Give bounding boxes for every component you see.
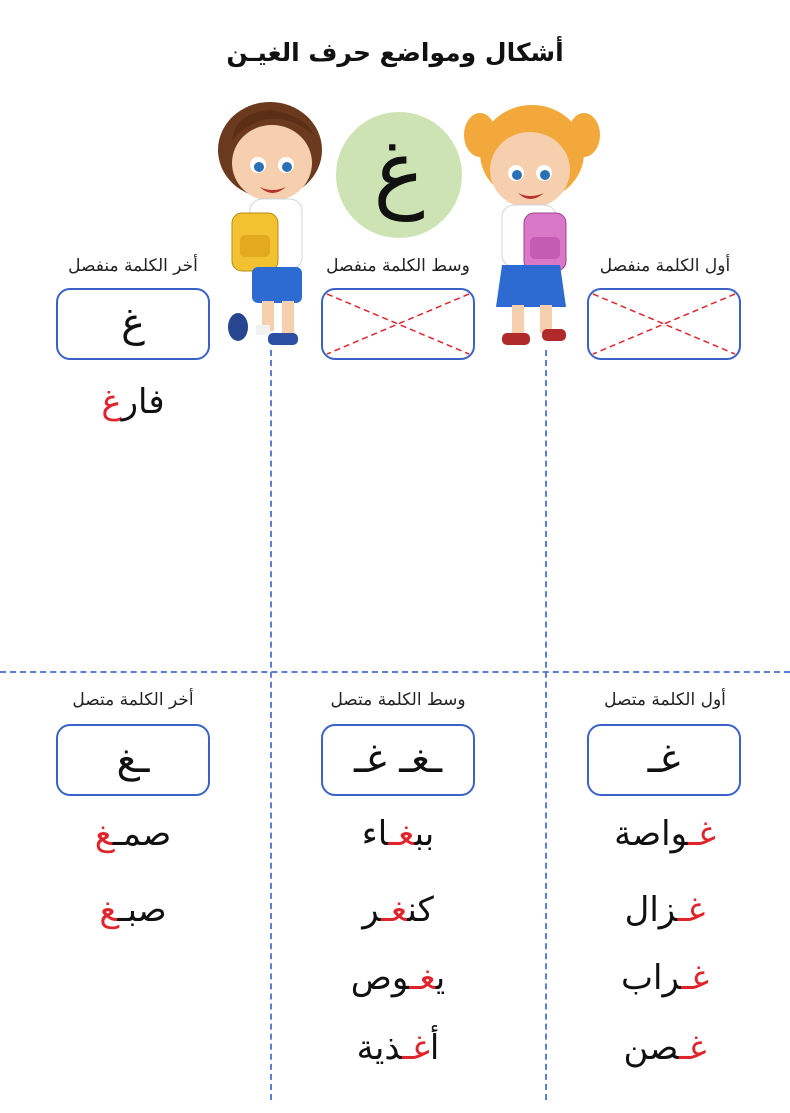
form-start-connected: غـ bbox=[647, 736, 681, 782]
word-start-connected: غـصن bbox=[623, 1028, 707, 1068]
header-end-connected: أخر الكلمة متصل bbox=[72, 690, 194, 710]
box-end-connected bbox=[56, 724, 210, 796]
letter-display: غ bbox=[373, 122, 425, 222]
form-end-connected: ـغ bbox=[116, 736, 150, 782]
girl-illustration bbox=[462, 95, 602, 355]
letter-circle bbox=[336, 112, 462, 238]
box-middle-separate-crossed bbox=[321, 288, 475, 360]
word-end-connected: صبـغ bbox=[99, 890, 167, 930]
word-middle-connected: أغـذية bbox=[356, 1028, 440, 1068]
row-divider bbox=[0, 671, 790, 673]
word-end-separate: فارغ bbox=[101, 382, 165, 422]
page-title: أشكال ومواضع حرف الغيـن bbox=[226, 38, 564, 67]
header-middle-separate: وسط الكلمة منفصل bbox=[326, 256, 470, 276]
box-start-connected bbox=[587, 724, 741, 796]
word-middle-connected: ببغـاء bbox=[361, 814, 435, 854]
cross-mark bbox=[589, 290, 739, 358]
header-start-separate: أول الكلمة منفصل bbox=[599, 256, 731, 276]
box-start-separate-crossed bbox=[587, 288, 741, 360]
box-middle-connected bbox=[321, 724, 475, 796]
word-start-connected: غـراب bbox=[621, 958, 709, 998]
cross-mark bbox=[323, 290, 473, 358]
form-end-separate: غ bbox=[121, 300, 145, 346]
column-divider-left bbox=[270, 350, 272, 1100]
header-middle-connected: وسط الكلمة متصل bbox=[330, 690, 466, 710]
header-end-separate: أخر الكلمة منفصل bbox=[68, 256, 198, 276]
word-start-connected: غـزال bbox=[624, 890, 706, 930]
word-start-connected: غـواصة bbox=[614, 814, 716, 854]
word-middle-connected: كنغـر bbox=[362, 890, 434, 930]
form-middle-connected: ـغـ غـ bbox=[353, 736, 443, 782]
box-end-separate bbox=[56, 288, 210, 360]
word-middle-connected: يغـوص bbox=[350, 958, 446, 998]
word-end-connected: صمـغ bbox=[94, 814, 172, 854]
column-divider-right bbox=[545, 350, 547, 1100]
boy-illustration bbox=[210, 95, 335, 355]
header-start-connected: أول الكلمة متصل bbox=[604, 690, 726, 710]
